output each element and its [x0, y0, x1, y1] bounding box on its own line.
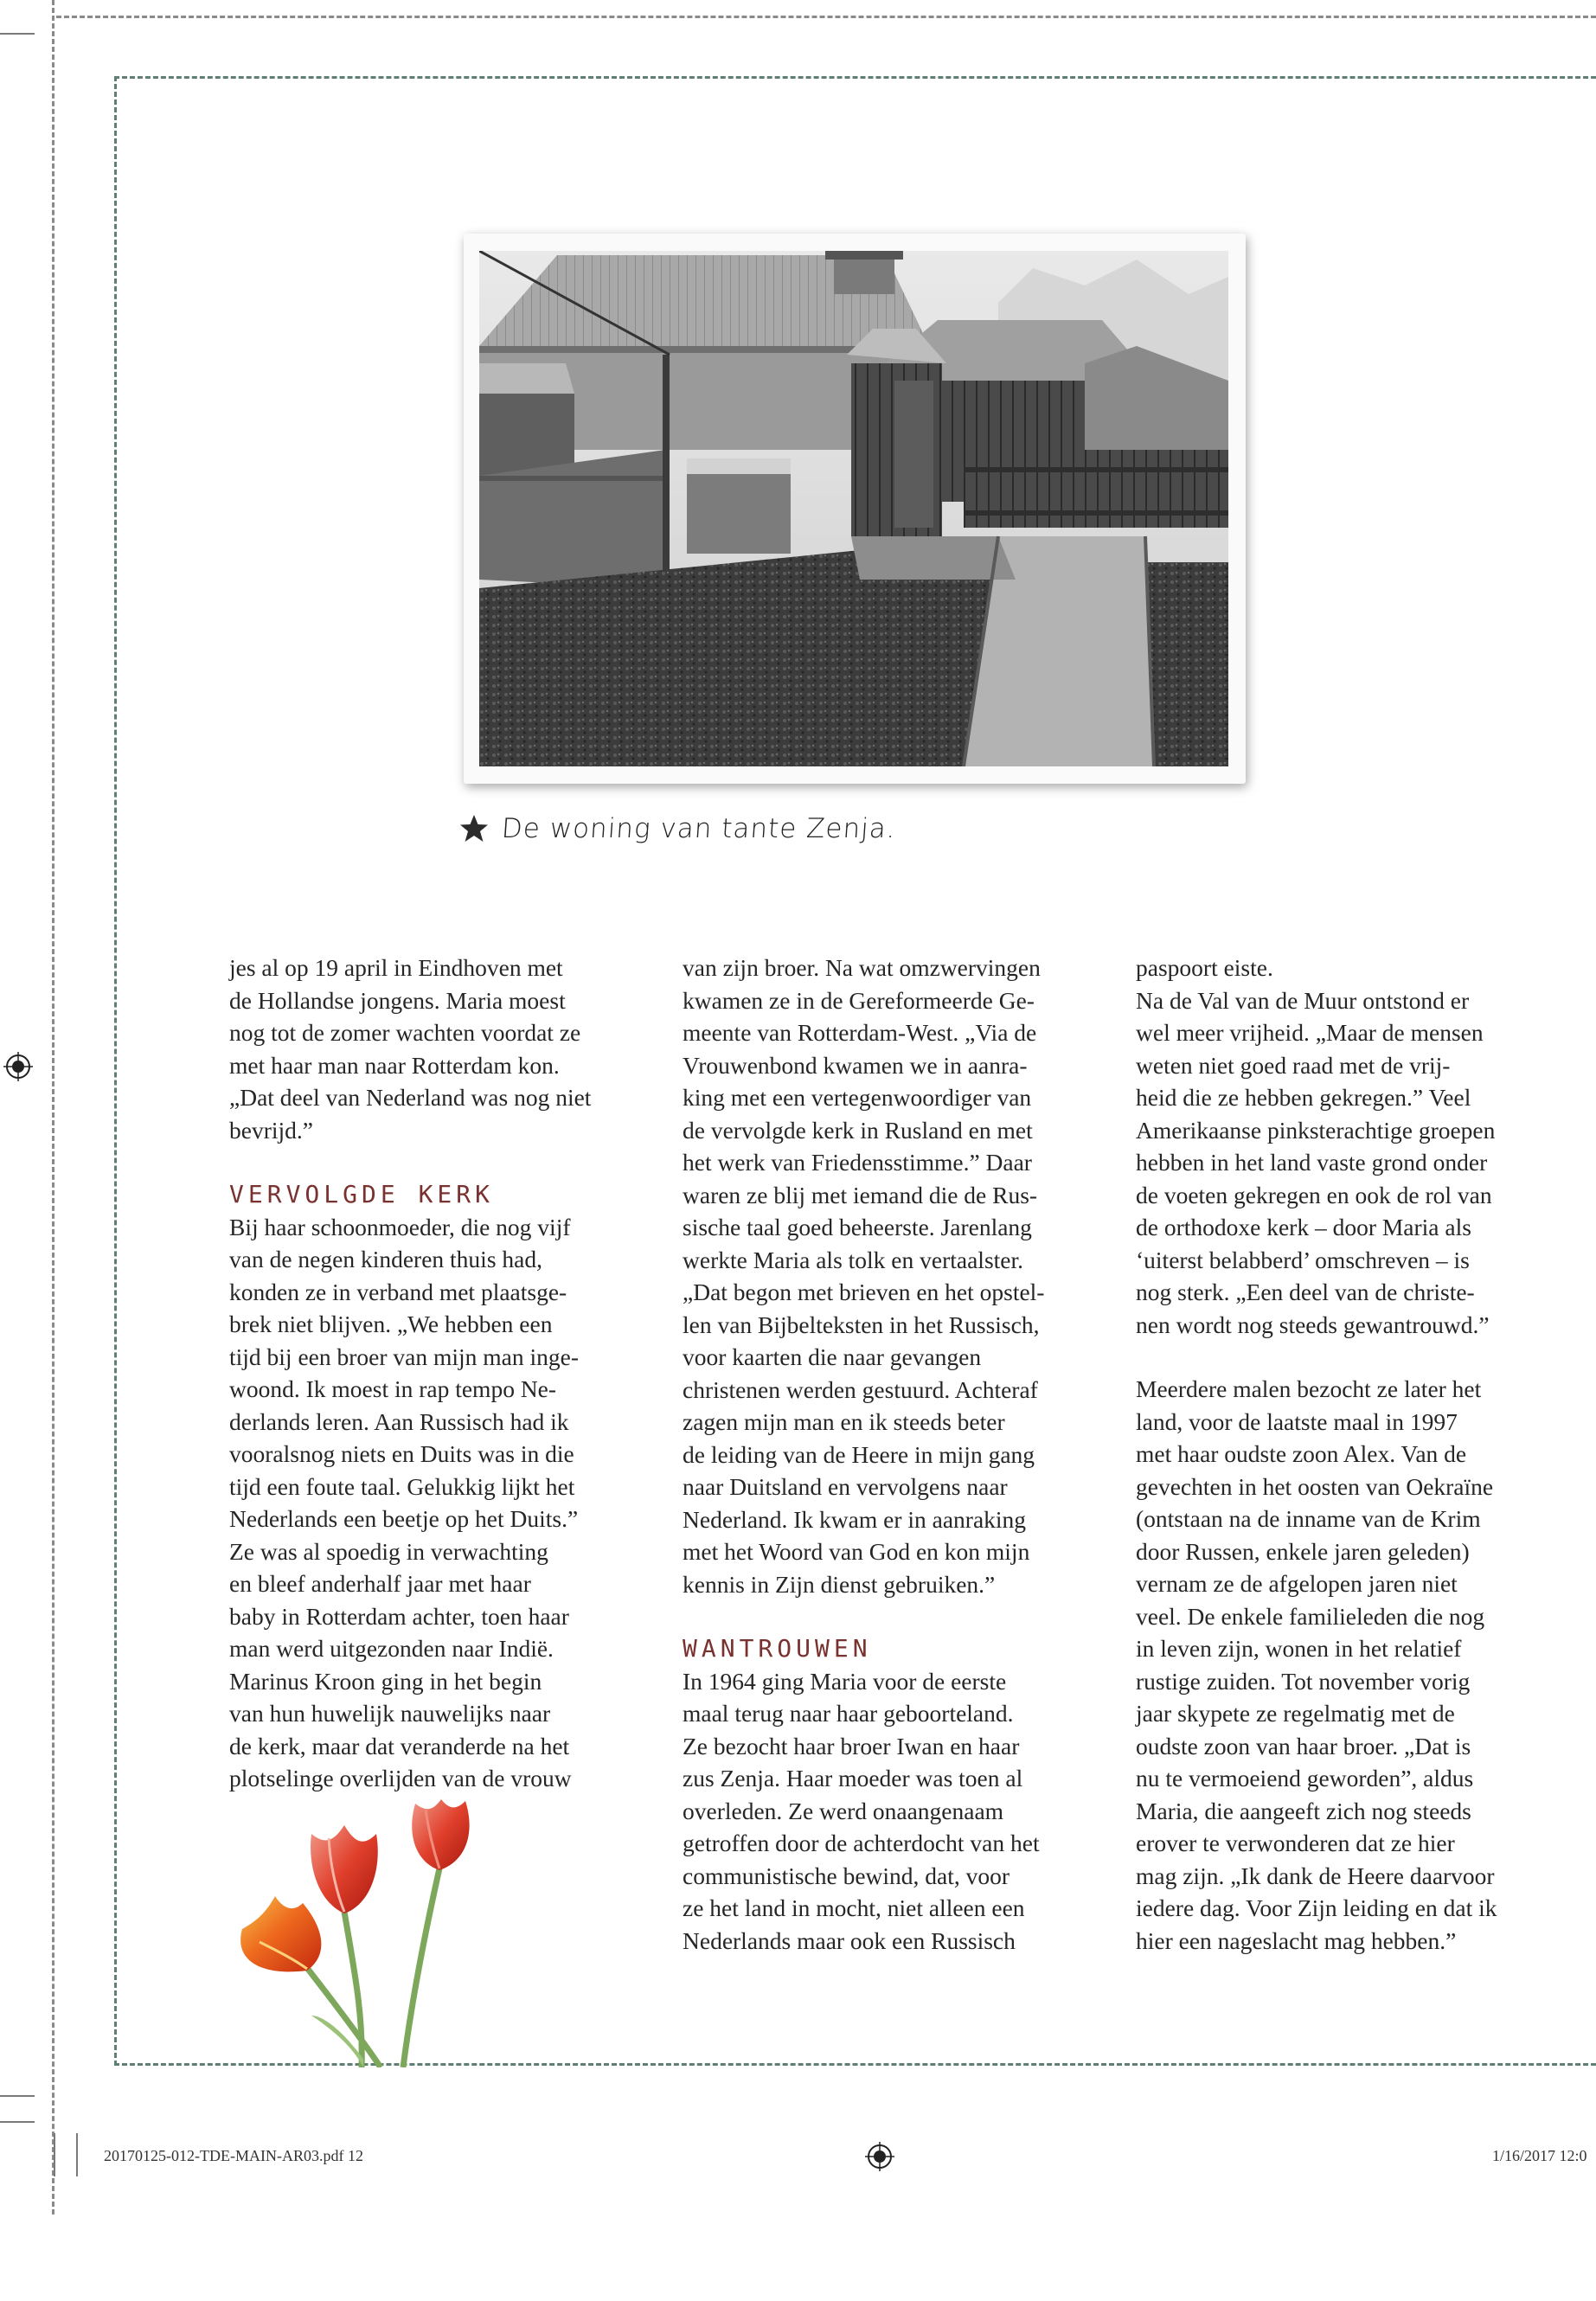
footer-file-name: 20170125-012-TDE-MAIN-AR03.pdf 12 [104, 2147, 363, 2164]
paragraph: Bij haar schoonmoeder, die nog vijf van de negen kinderen thuis had, konden ze in verband met plaatsge- brek niet blijven. „We hebben een tijd bij een broer van mijn man inge- woond. Ik moest in rap tempo Ne- derlands leren. Aan Russisch had ik vooralsnog niets en Duits was in die tijd een foute taal. Gelukkig lijkt het Nederlands een beetje op het Duits.” Ze was al spoedig in verwachting en bleef anderhalf jaar met haar baby in Rotterdam achter, toen haar man werd uitgezonden naar Indië. Marinus Kroon ging in het begin van hun huwelijk nauwelijks naar de kerk, maar dat veranderde na het plotselinge overlijden van de vrouw [229, 1213, 579, 1791]
paragraph: jes al op 19 april in Eindhoven met de Hollandse jongens. Maria moest nog tot de zomer wachten voordat ze met haar man naar Rotterdam kon. „Dat deel van Nederland was nog niet bevrijd.” [229, 954, 592, 1144]
house-photo-illustration [479, 251, 1228, 766]
crop-mark [0, 2095, 35, 2097]
photo-caption-text: De woning van tante Zenja. [500, 813, 897, 844]
crop-mark [54, 2133, 55, 2176]
crop-dashed-line-top [56, 16, 1596, 18]
paragraph: Meerdere malen bezocht ze later het land, voor de laatste maal in 1997 met haar oudste zoon Alex. Van de gevechten in het oosten van Oekraïne (ontstaan na de inname van de Krim door Russen, enkele jaren geleden) vernam ze de afgelopen jaren niet veel. De enkele familieleden die nog in leven zijn, wonen in het relatief rustige zuiden. Tot november vorig jaar skypete ze regelmatig met de oudste zoon van haar broer. „Dat is nu te vermoeiend geworden”, aldus Maria, die aangeeft zich nog steeds erover te verwonderen dat ze hier mag zijn. „Ik dank de Heere daarvoor iedere dag. Voor Zijn leiding en dat ik hier een nageslacht mag hebben.” [1136, 1375, 1497, 1954]
paragraph: In 1964 ging Maria voor de eerste maal terug naar haar geboorteland. Ze bezocht haar broer Iwan en haar zus Zenja. Haar moeder was toen al overleden. Ze werd onaangenaam getroffen door de achterdocht van het communistische bewind, dat, voor ze het land in mocht, niet alleen een Nederlands maar ook een Russisch [683, 1667, 1040, 1954]
crop-mark [76, 2133, 78, 2176]
paragraph: paspoort eiste. Na de Val van de Muur ontstond er wel meer vrijheid. „Maar de mensen weten niet goed raad met de vrij- heid die ze hebben gekregen.” Veel Amerikaanse pinksterachtige groepen hebben in het land vaste grond onder de voeten gekregen en ook de rol van de orthodoxe kerk – door Maria als ‘uiterst belabberd’ omschreven – is nog sterk. „Een deel van de christe- nen wordt nog steeds gewantrouwd.” [1136, 954, 1496, 1338]
registration-mark-icon [865, 2142, 894, 2171]
photo-caption [458, 804, 896, 853]
house-photo [479, 251, 1228, 766]
registration-mark-icon [3, 1052, 33, 1081]
tulips-illustration [234, 1799, 580, 2067]
section-heading-vervolgde-kerk: VERVOLGDE KERK [229, 1180, 495, 1208]
article-column-1 [229, 952, 644, 1795]
article-column-3 [1136, 952, 1551, 1957]
crop-dashed-line-left [52, 0, 54, 2214]
crop-mark [0, 2121, 35, 2123]
photo-card [464, 234, 1246, 784]
footer-date: 1/16/2017 12:0 [1492, 2147, 1587, 2164]
star-icon [458, 813, 490, 844]
paragraph: van zijn broer. Na wat omzwervingen kwamen ze in de Gereformeerde Ge- meente van Rotterdam-West. „Via de Vrouwenbond kwamen we in aanra- king met een vertegenwoordiger van de vervolgde kerk in Rusland en met het werk van Friedensstimme.” Daar waren ze blij met iemand die de Rus- sische taal goed beheerste. Jarenlang werkte Maria als tolk en vertaalster. „Dat begon met brieven en het opstel- len van Bijbelteksten in het Russisch, voor kaarten die naar gevangen christenen werden gestuurd. Achteraf zagen mijn man en ik steeds beter de leiding van de Heere in mijn gang naar Duitsland en vervolgens naar Nederland. Ik kwam er in aanraking met het Woord van God en kon mijn kennis in Zijn dienst gebruiken.” [683, 954, 1045, 1598]
crop-mark [0, 33, 35, 35]
article-column-2 [683, 952, 1098, 1957]
section-heading-wantrouwen: WANTROUWEN [683, 1634, 872, 1663]
